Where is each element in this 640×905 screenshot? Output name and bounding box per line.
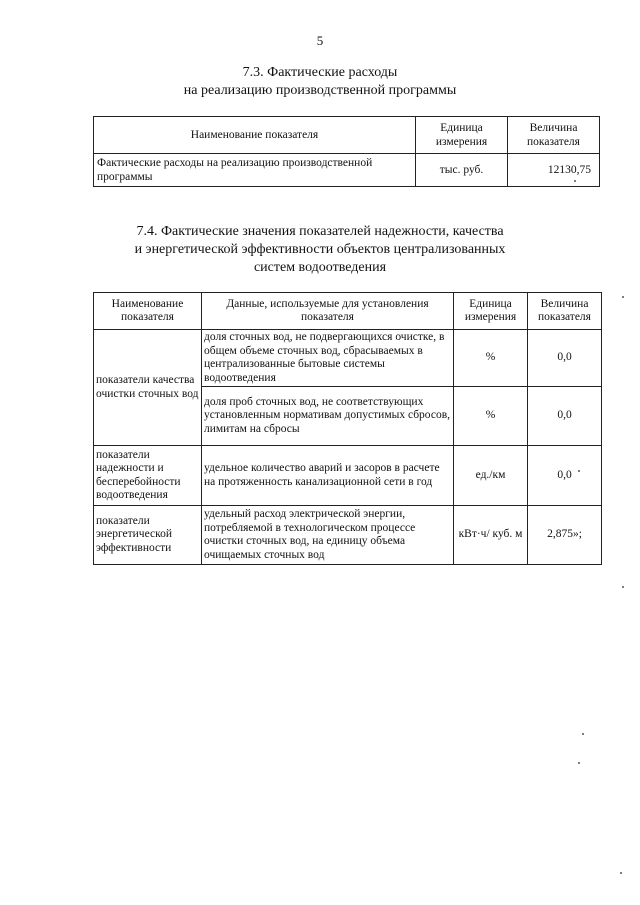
scan-speck (622, 296, 624, 298)
unit-cell: ед./км (454, 446, 528, 506)
header-value: Величина показателя (508, 117, 600, 154)
section-7-4-title (0, 223, 640, 277)
group-name-cell: показатели энергетической эффективности (94, 506, 202, 565)
value-cell: 12130,75 (508, 154, 600, 187)
section-7-3-title-line-1: 7.3. Фактические расходы (242, 65, 398, 80)
source-data-cell: удельное количество аварий и засоров в расчете на протяженность канализационной сети в год (202, 446, 454, 506)
page-number: 5 (316, 33, 324, 48)
value-cell: 0,0 (528, 330, 602, 387)
unit-cell: тыс. руб. (416, 154, 508, 187)
group-name-cell: показатели качества очистки сточных вод (94, 330, 202, 446)
expenses-table (93, 116, 600, 187)
scan-speck (578, 762, 580, 764)
value-cell: 0,0 (528, 446, 602, 506)
table-row (94, 154, 600, 187)
source-data-cell: доля сточных вод, не подвергающихся очистке, в общем объеме сточных вод, сбрасываемых в централизованные бытовые системы водоотведения (202, 330, 454, 387)
unit-cell: % (454, 330, 528, 387)
table-row (94, 330, 602, 387)
value-cell: 2,875»; (528, 506, 602, 565)
indicators-table (93, 292, 602, 565)
header-unit: Единица измерения (416, 117, 508, 154)
source-data-cell: удельный расход электрической энергии, потребляемой в технологическом процессе очистки сточных вод, на единицу объема очищаемых сточных вод (202, 506, 454, 565)
scan-speck (622, 586, 624, 588)
section-7-4-title-line-2: и энергетической эффективности объектов централизованных (134, 242, 506, 257)
table-row (94, 506, 602, 565)
header-indicator-name: Наименование показателя (94, 293, 202, 330)
source-data-cell: доля проб сточных вод, не соответствующих установленным нормативам допустимых сбросов, лимитам на сбросы (202, 387, 454, 446)
header-value: Величина показателя (528, 293, 602, 330)
scan-speck (582, 733, 584, 735)
indicators-table-header (94, 293, 602, 330)
unit-cell: кВт·ч/ куб. м (454, 506, 528, 565)
section-7-3-title (0, 64, 640, 100)
value-cell: 0,0 (528, 387, 602, 446)
indicator-name-cell: Фактические расходы на реализацию производственной программы (94, 154, 416, 187)
scan-speck (578, 470, 580, 472)
unit-cell: % (454, 387, 528, 446)
section-7-4-title-line-1: 7.4. Фактические значения показателей надежности, качества (136, 224, 504, 239)
table-row (94, 446, 602, 506)
header-source-data: Данные, используемые для установления показателя (202, 293, 454, 330)
section-7-3-title-line-2: на реализацию производственной программы (183, 83, 457, 98)
header-indicator-name: Наименование показателя (94, 117, 416, 154)
section-7-4-title-line-3: систем водоотведения (253, 260, 387, 275)
scan-speck (620, 872, 622, 874)
group-name-cell: показатели надежности и бесперебойности водоотведения (94, 446, 202, 506)
expenses-table-header (94, 117, 600, 154)
header-unit: Единица измерения (454, 293, 528, 330)
scan-speck (574, 180, 576, 182)
